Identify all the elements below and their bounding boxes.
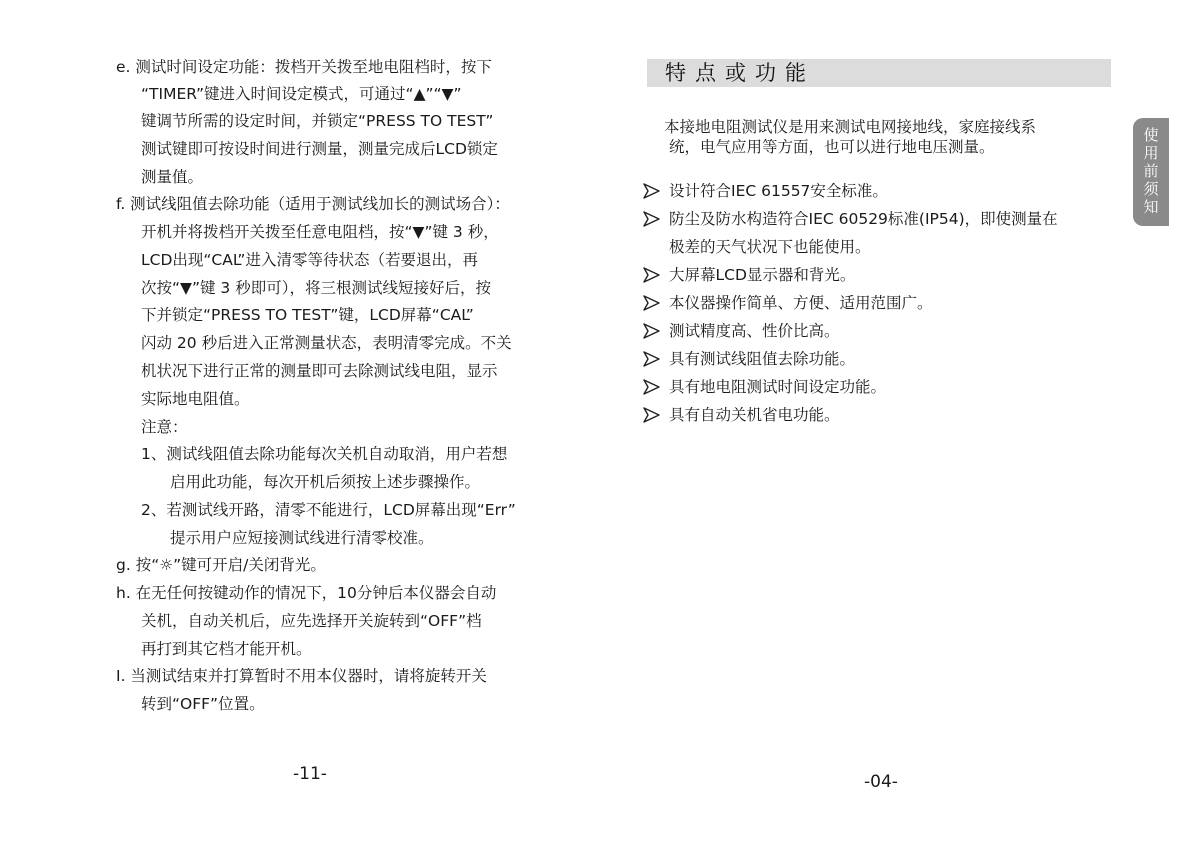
text-line: 提示用户应短接测试线进行清零校准。 <box>170 529 434 547</box>
feature-item: 具有地电阻测试时间设定功能。 <box>669 378 887 396</box>
text-line: “TIMER”键进入时间设定模式，可通过“▲”“▼” <box>141 85 462 103</box>
text-line: 1、测试线阻值去除功能每次关机自动取消，用户若想 <box>141 445 508 463</box>
text-line: 次按“▼”键 3 秒即可），将三根测试线短接好后，按 <box>141 279 491 297</box>
text-line: 再打到其它档才能开机。 <box>141 640 312 658</box>
page-number: -11- <box>293 764 327 784</box>
text-line: 实际地电阻值。 <box>141 390 250 408</box>
text-line: 键调节所需的设定时间，并锁定“PRESS TO TEST” <box>141 112 494 130</box>
text-line: 关机，自动关机后，应先选择开关旋转到“OFF”档 <box>141 612 482 630</box>
arrowhead-outline-icon <box>643 266 661 284</box>
arrowhead-outline-icon <box>643 182 661 200</box>
text-line: 测试键即可按设时间进行测量，测量完成后LCD锁定 <box>141 140 498 158</box>
text-line: 测量值。 <box>141 168 204 186</box>
feature-item-continuation: 极差的天气状况下也能使用。 <box>669 238 871 256</box>
feature-item: 具有测试线阻值去除功能。 <box>669 350 856 368</box>
note-heading: 注意： <box>141 418 188 436</box>
arrowhead-outline-icon <box>643 350 661 368</box>
text-line: 下并锁定“PRESS TO TEST”键，LCD屏幕“CAL” <box>141 306 474 324</box>
arrowhead-outline-icon <box>643 378 661 396</box>
text-line: 开机并将拨档开关拨至任意电阻档，按“▼”键 3 秒， <box>141 223 499 241</box>
text-line: 启用此功能，每次开机后须按上述步骤操作。 <box>170 473 481 491</box>
feature-item: 本仪器操作简单、方便、适用范围广。 <box>669 294 933 312</box>
arrowhead-outline-icon <box>643 406 661 424</box>
page-number: -04- <box>864 772 898 792</box>
text-line: 闪动 20 秒后进入正常测量状态，表明清零完成。不关 <box>141 334 512 352</box>
text-line: g. 按“☼”键可开启/关闭背光。 <box>116 556 326 574</box>
text-line: LCD出现“CAL”进入清零等待状态（若要退出，再 <box>141 251 478 269</box>
intro-line: 本接地电阻测试仪是用来测试电网接地线，家庭接线系 <box>664 118 1037 136</box>
section-title: 特点或功能 <box>665 61 815 85</box>
arrowhead-outline-icon <box>643 294 661 312</box>
text-line: I. 当测试结束并打算暂时不用本仪器时，请将旋转开关 <box>116 667 487 685</box>
side-tab-char: 须 <box>1143 180 1159 198</box>
text-line: f. 测试线阻值去除功能（适用于测试线加长的测试场合）： <box>116 195 510 213</box>
feature-item: 设计符合IEC 61557安全标准。 <box>669 182 888 200</box>
arrowhead-outline-icon <box>643 322 661 340</box>
side-tab-char: 用 <box>1143 144 1159 162</box>
section-header-bar <box>647 59 1111 87</box>
text-line: 机状况下进行正常的测量即可去除测试线电阻，显示 <box>141 362 498 380</box>
feature-item: 测试精度高、性价比高。 <box>669 322 840 340</box>
arrowhead-outline-icon <box>643 210 661 228</box>
text-line: e. 测试时间设定功能：拨档开关拨至地电阻档时，按下 <box>116 58 492 76</box>
side-tab <box>1133 118 1169 226</box>
side-tab-char: 前 <box>1143 162 1159 180</box>
text-line: 2、若测试线开路，清零不能进行，LCD屏幕出现“Err” <box>141 501 516 519</box>
feature-item: 具有自动关机省电功能。 <box>669 406 840 424</box>
side-tab-char: 使 <box>1143 126 1159 144</box>
side-tab-char: 知 <box>1143 198 1159 216</box>
feature-item: 防尘及防水构造符合IEC 60529标准(IP54)，即使测量在 <box>669 210 1058 228</box>
feature-item: 大屏幕LCD显示器和背光。 <box>669 266 856 284</box>
text-line: 转到“OFF”位置。 <box>141 695 265 713</box>
intro-line: 统，电气应用等方面，也可以进行地电压测量。 <box>669 138 995 156</box>
text-line: h. 在无任何按键动作的情况下，10分钟后本仪器会自动 <box>116 584 497 602</box>
